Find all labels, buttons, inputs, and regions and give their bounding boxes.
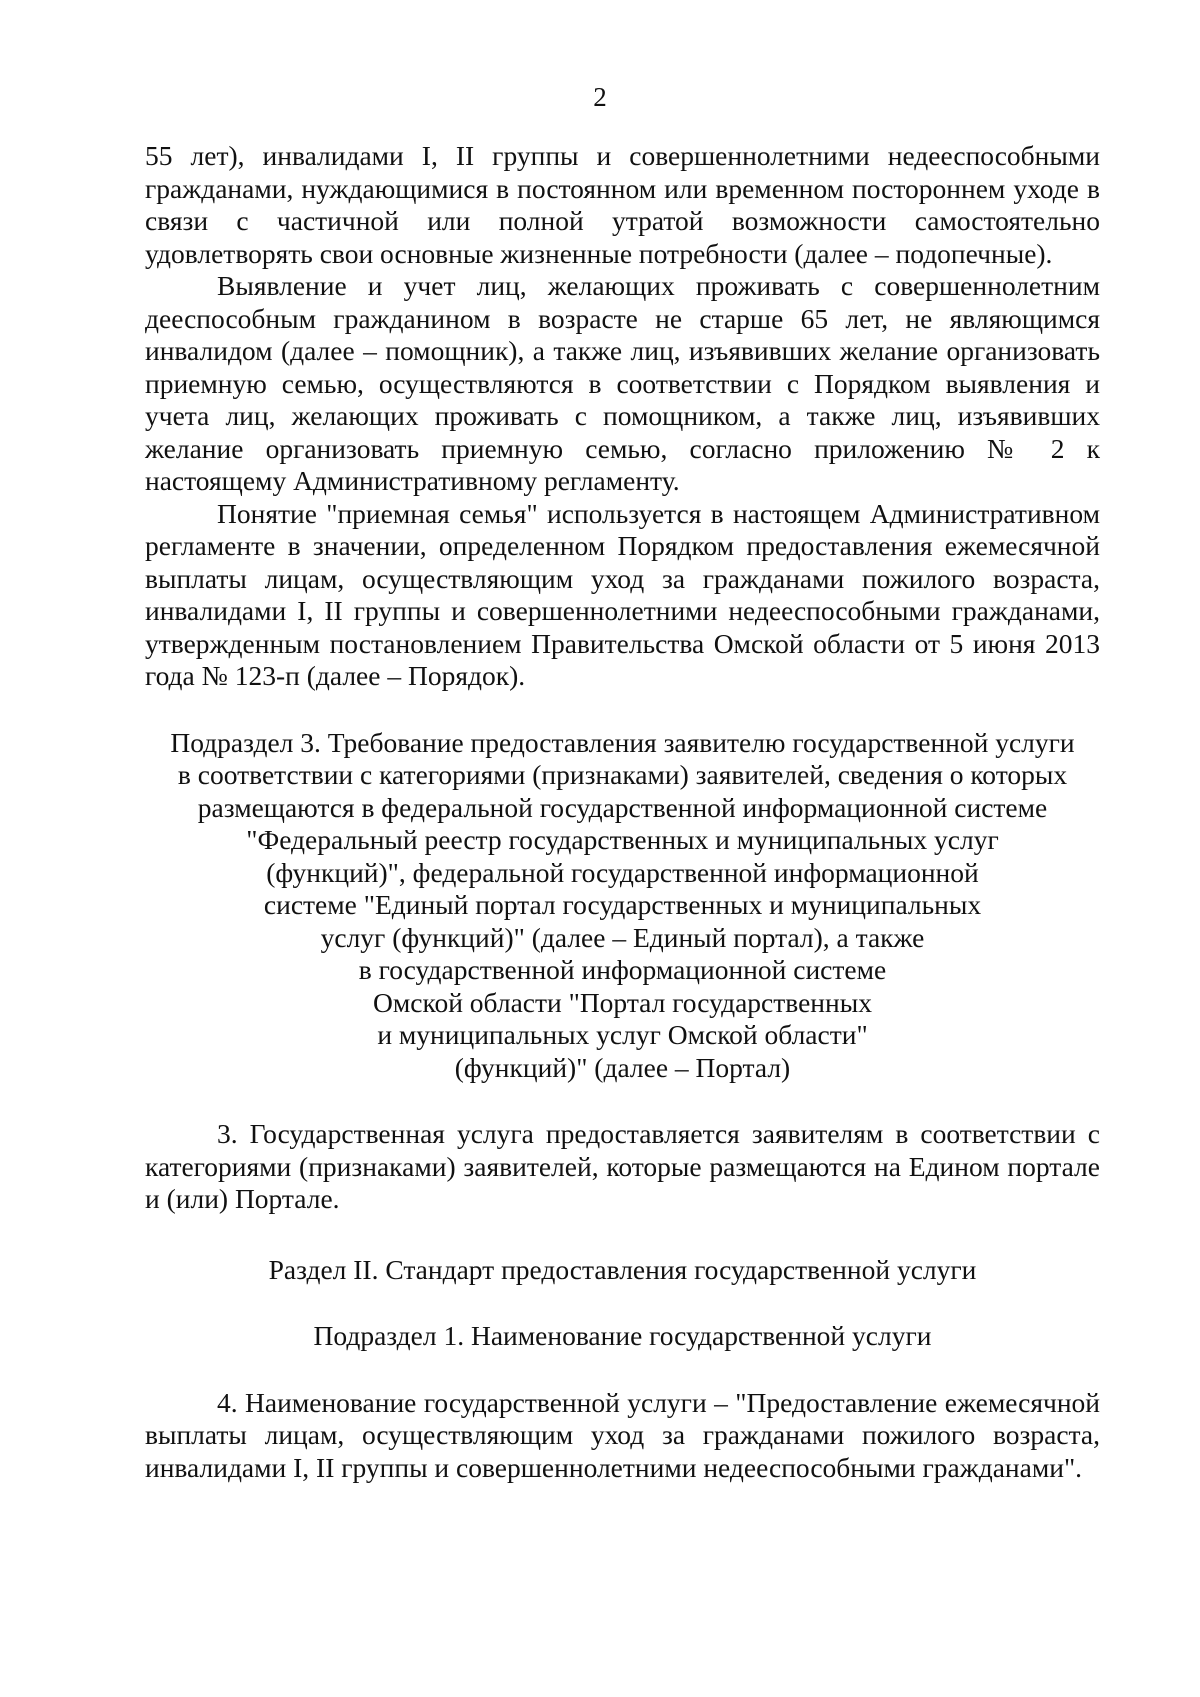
item-3-paragraph: 3. Государственная услуга предоставляется заявителям в соответствии с категориями (признаками) заявителей, которые размещаются на Едином портале и (или) Портале. [145, 1118, 1100, 1214]
paragraph-continuation: 55 лет), инвалидами I, II группы и совершеннолетними недееспособными гражданами, нуждающимися в постоянном или временном постороннем уходе в связи с частичной или полной утратой возможности самостоятельно удовлетворять свои основные жизненные потребности (далее – подопечные). [145, 140, 1100, 269]
section-2-heading: Раздел II. Стандарт предоставления государственной услуги [268, 1253, 977, 1285]
heading-line: в государственной информационной системе [358, 954, 887, 985]
heading-line: услуг (функций)" (далее – Единый портал), а также [320, 921, 925, 953]
paragraph-identification: Выявление и учет лиц, желающих проживать с совершеннолетним дееспособным гражданином в возрасте не старше 65 лет, не являющимся инвалидом (далее – помощник), а также лиц, изъявивших желание организовать приемную семью, осуществляются в соответствии с Порядком выявления и учета лиц, желающих проживать с помощником, а также лиц, изъявивших желание организовать приемную семью, согласно приложению № 2 к настоящему Административному регламенту. [145, 270, 1100, 496]
heading-line: (функций)" (далее – Портал) [454, 1051, 791, 1083]
heading-line: в соответствии с категориями (признаками) заявителей, сведения о которых [177, 759, 1068, 790]
heading-line: размещаются в федеральной государственной информационной системе [197, 791, 1048, 823]
heading-line: (функций)", федеральной государственной информационной [266, 856, 979, 888]
subsection-3-heading [145, 727, 1100, 1085]
item-4-paragraph: 4. Наименование государственной услуги – "Предоставление ежемесячной выплаты лицам, осуществляющим уход за гражданами пожилого возраста, инвалидами I, II группы и совершеннолетними недееспособными гражданами". [145, 1386, 1100, 1483]
heading-line: и муниципальных услуг Омской области" [377, 1019, 868, 1050]
document-body [145, 140, 1100, 1484]
heading-line: Омской области "Портал государственных [373, 986, 872, 1018]
subsection-1-heading: Подраздел 1. Наименование государственной услуги [313, 1320, 932, 1351]
heading-line: системе "Единый портал государственных и муниципальных [263, 889, 982, 920]
page-number: 2 [593, 82, 607, 112]
paragraph-foster-family-definition: Понятие "приемная семья" используется в настоящем Административном регламенте в значении, определенном Порядком предоставления ежемесячной выплаты лицам, осуществляющим уход за гражданами пожилого возраста, инвалидами I, II группы и совершеннолетними недееспособными гражданами, утвержденным постановлением Правительства Омской области от 5 июня 2013 года № 123-п (далее – Порядок). [145, 497, 1100, 691]
heading-line: Подраздел 3. Требование предоставления заявителю государственной услуги [170, 726, 1075, 758]
heading-line: "Федеральный реестр государственных и муниципальных услуг [246, 824, 999, 855]
